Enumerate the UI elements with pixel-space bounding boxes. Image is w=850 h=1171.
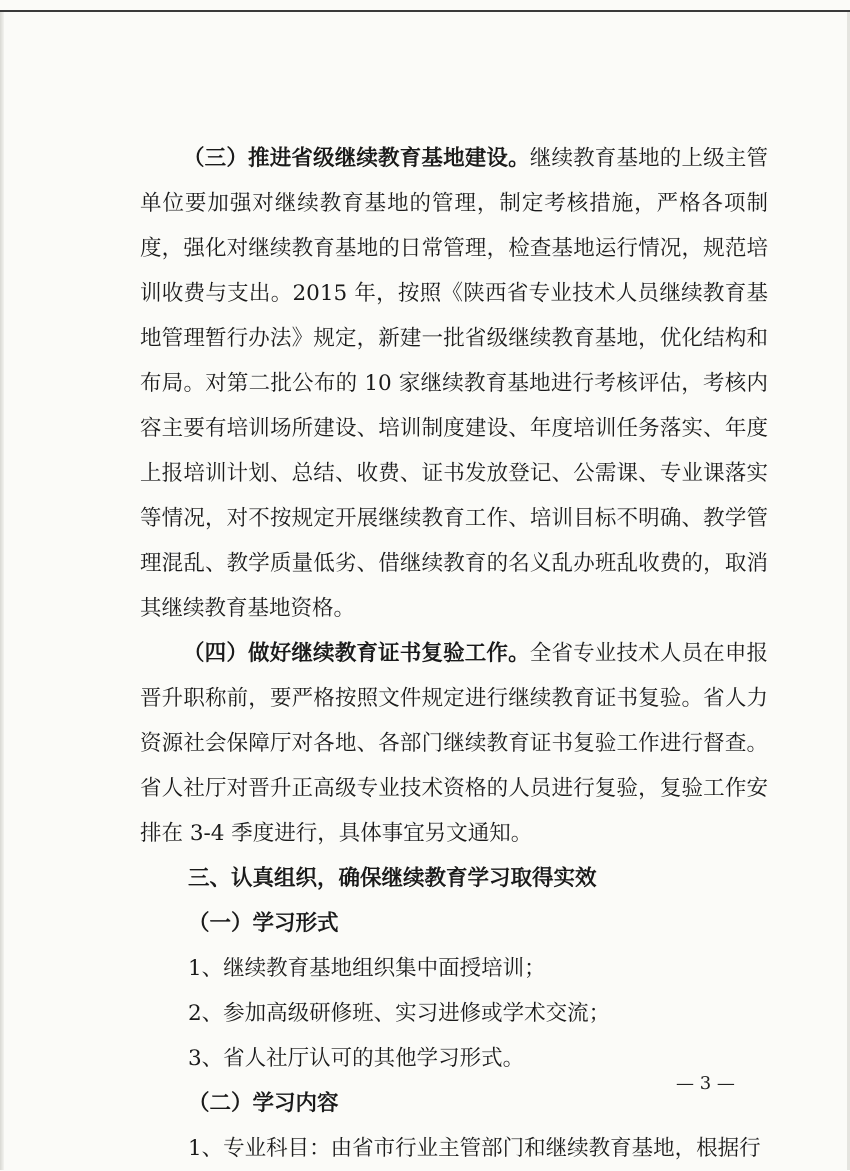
section-4-body: 全省专业技术人员在申报晋升职称前，要严格按照文件规定进行继续教育证书复验。省人力资源社会保障厅对各地、各部门继续教育证书复验工作进行督查。省人社厅对晋升正高级专业技术资格的人员进行复验，复验工作安排在 3-4 季度进行，具体事宜另文通知。 — [140, 641, 768, 846]
learning-form-heading: （一）学习形式 — [188, 911, 339, 936]
section-4-paragraph — [140, 631, 768, 856]
learning-content-heading: （二）学习内容 — [188, 1091, 339, 1116]
section-3-heading: （三）推进省级继续教育基地建设。 — [183, 146, 530, 171]
section-3-paragraph — [140, 136, 768, 631]
learning-form-item-3: 3、省人社厅认可的其他学习形式。 — [188, 1046, 525, 1071]
page-number: — 3 — — [676, 1073, 735, 1094]
section-4-heading: （四）做好继续教育证书复验工作。 — [183, 641, 530, 666]
learning-content-item-1: 1、专业科目：由省市行业主管部门和继续教育基地，根据行 — [188, 1136, 761, 1161]
document-body — [140, 136, 768, 1171]
part-3-title: 三、认真组织，确保继续教育学习取得实效 — [188, 866, 597, 891]
learning-form-item-1: 1、继续教育基地组织集中面授培训； — [188, 956, 546, 981]
page-left-edge — [0, 12, 4, 1170]
page-top-edge — [0, 10, 850, 12]
learning-form-item-2: 2、参加高级研修班、实习进修或学术交流； — [188, 1001, 611, 1026]
section-3-body: 继续教育基地的上级主管单位要加强对继续教育基地的管理，制定考核措施，严格各项制度，强化对继续教育基地的日常管理，检查基地运行情况，规范培训收费与支出。2015 年，按照《陕西省专业技术人员继续教育基地管理暂行办法》规定，新建一批省级继续教育基地，优化结构和布局。对第二批公布的 10 家继续教育基地进行考核评估，考核内容主要有培训场所建设、培训制度建设、年度培训任务落实、年度上报培训计划、总结、收费、证书发放登记、公需课、专业课落实等情况，对不按规定开展继续教育工作、培训目标不明确、教学管理混乱、教学质量低劣、借继续教育的名义乱办班乱收费的，取消其继续教育基地资格。 — [140, 146, 768, 621]
